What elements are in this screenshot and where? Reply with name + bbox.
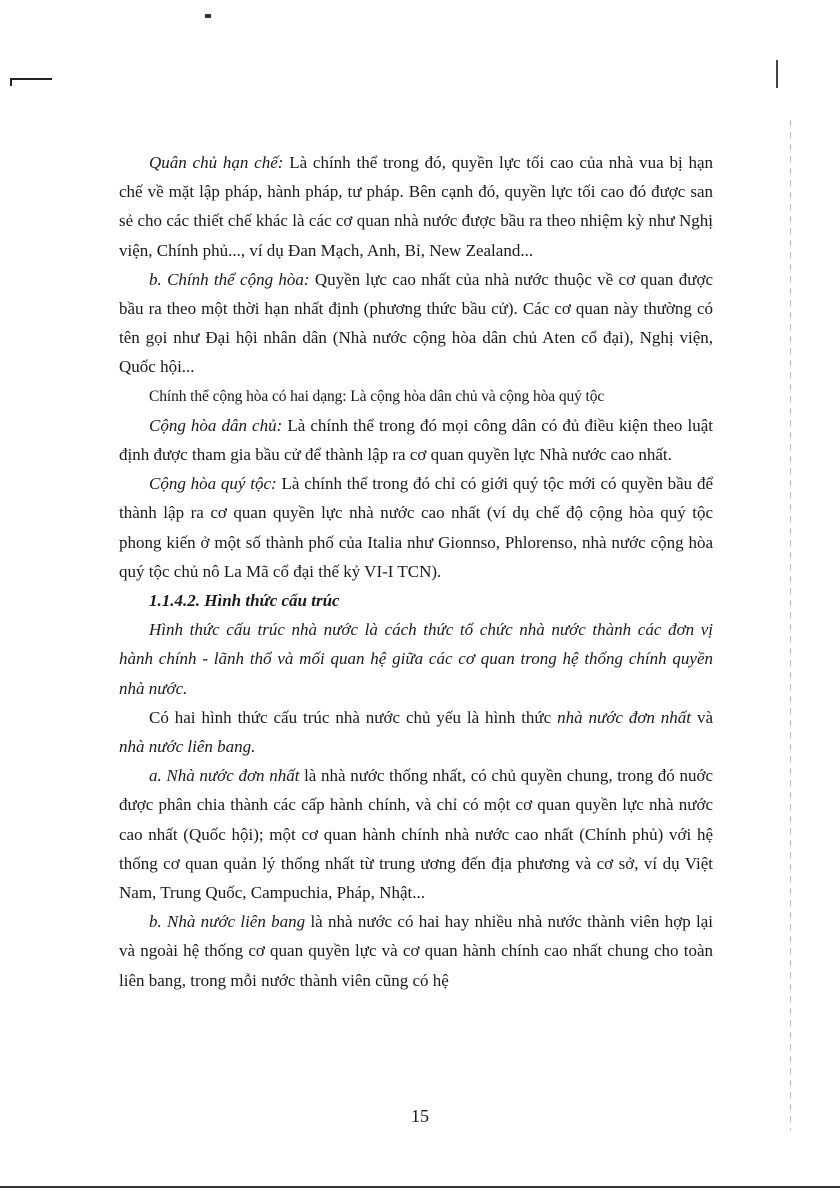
term: nhà nước liên bang. <box>119 737 256 757</box>
paragraph-nha-nuoc-lien-bang <box>119 907 713 995</box>
term: b. Chính thể cộng hòa: <box>149 269 310 289</box>
paragraph-text: Là chính thể trong đó mọi công dân có đủ điều kiện theo luật định được tham gia bầu cử để thành lập ra cơ quan quyền lực Nhà nước cao nhất. <box>119 415 714 465</box>
margin-tick <box>776 60 778 88</box>
paragraph-text: là nhà nước có hai hay nhiều nhà nước thành viên hợp lại và ngoài hệ thống cơ quan quyền lực và cơ quan hành chính cao nhất chung cho toàn liên bang, trong mỗi nước thành viên cũng có hệ <box>119 912 713 990</box>
paragraph-text: Quyền lực cao nhất của nhà nước thuộc về cơ quan được bầu ra theo một thời hạn nhất định (phương thức bầu cử). Các cơ quan này thường có tên gọi như Đại hội nhân dân (Nhà nước cộng hòa dân chủ Aten cổ đại), Nghị viện, Quốc hội... <box>119 269 713 377</box>
scan-mark <box>205 14 211 18</box>
term: Quân chủ hạn chế: <box>149 153 284 172</box>
corner-crop-mark <box>6 72 52 86</box>
page-body <box>119 148 713 995</box>
paragraph-text: là nhà nước thống nhất, có chủ quyền chung, trong đó nuớc được phân chia thành các cấp hành chính, và chỉ có một cơ quan quyền lực nhà nước cao nhất (Quốc hội); một cơ quan hành chính nhà nước cao nhất (Chính phủ) với hệ thống cơ quan quản lý thống nhất từ trung ương đến địa phương và cơ sở, ví dụ Việt Nam, Trung Quốc, Campuchia, Pháp, Nhật... <box>119 766 713 903</box>
term: nhà nước đơn nhất <box>557 707 692 727</box>
paragraph-cong-hoa-quy-toc <box>119 469 713 586</box>
page-number: 15 <box>411 1106 429 1126</box>
paragraph-chinh-the-cong-hoa <box>119 265 713 382</box>
term: Cộng hòa quý tộc: <box>149 474 277 494</box>
paragraph-text: Có hai hình thức cấu trúc nhà nước chủ yếu là hình thức <box>149 707 558 727</box>
paragraph-text: Là chính thể trong đó chỉ có giới quý tộc mới có quyền bầu để thành lập ra cơ quan quyền lực nhà nước cao nhất (ví dụ chế độ cộng hòa quý tộc phong kiến ở một số thành phố của Italia như Gionnso, Phlorenso, nhà nước cộng hòa quý tộc chủ nô La Mã cổ đại thế kỷ VI-I TCN). <box>119 474 713 581</box>
paragraph-hai-hinh-thuc <box>119 703 713 761</box>
term: a. Nhà nước đơn nhất <box>149 766 300 786</box>
paragraph-text: Là chính thể trong đó, quyền lực tối cao của nhà vua bị hạn chế về mặt lập pháp, hành pháp, tư pháp. Bên cạnh đó, quyền lực tối cao đó được san sẻ cho các thiết chế khác là các cơ quan nhà nước được bầu ra theo nhiệm kỳ như Nghị viện, Chính phủ..., ví dụ Đan Mạch, Anh, Bỉ, New Zealand... <box>119 153 713 260</box>
scan-edge-line <box>790 120 791 1130</box>
paragraph-cong-hoa-dan-chu <box>119 411 713 469</box>
term: b. Nhà nước liên bang <box>149 912 306 932</box>
paragraph-hai-dang: Chính thể cộng hòa có hai dạng: Là cộng hòa dân chủ và cộng hòa quý tộc <box>149 387 605 405</box>
paragraph-text: và <box>691 707 713 727</box>
paragraph-quan-chu-han-che <box>119 148 713 265</box>
paragraph-nha-nuoc-don-nhat <box>119 761 713 907</box>
bottom-border <box>0 1186 840 1188</box>
term: Cộng hòa dân chủ: <box>149 415 283 435</box>
section-heading: 1.1.4.2. Hình thức cấu trúc <box>149 591 340 611</box>
paragraph-definition: Hình thức cấu trúc nhà nước là cách thức tổ chức nhà nước thành các đơn vị hành chính - lãnh thổ và mối quan hệ giữa các cơ quan trong hệ thống chính quyền nhà nước. <box>119 620 713 698</box>
